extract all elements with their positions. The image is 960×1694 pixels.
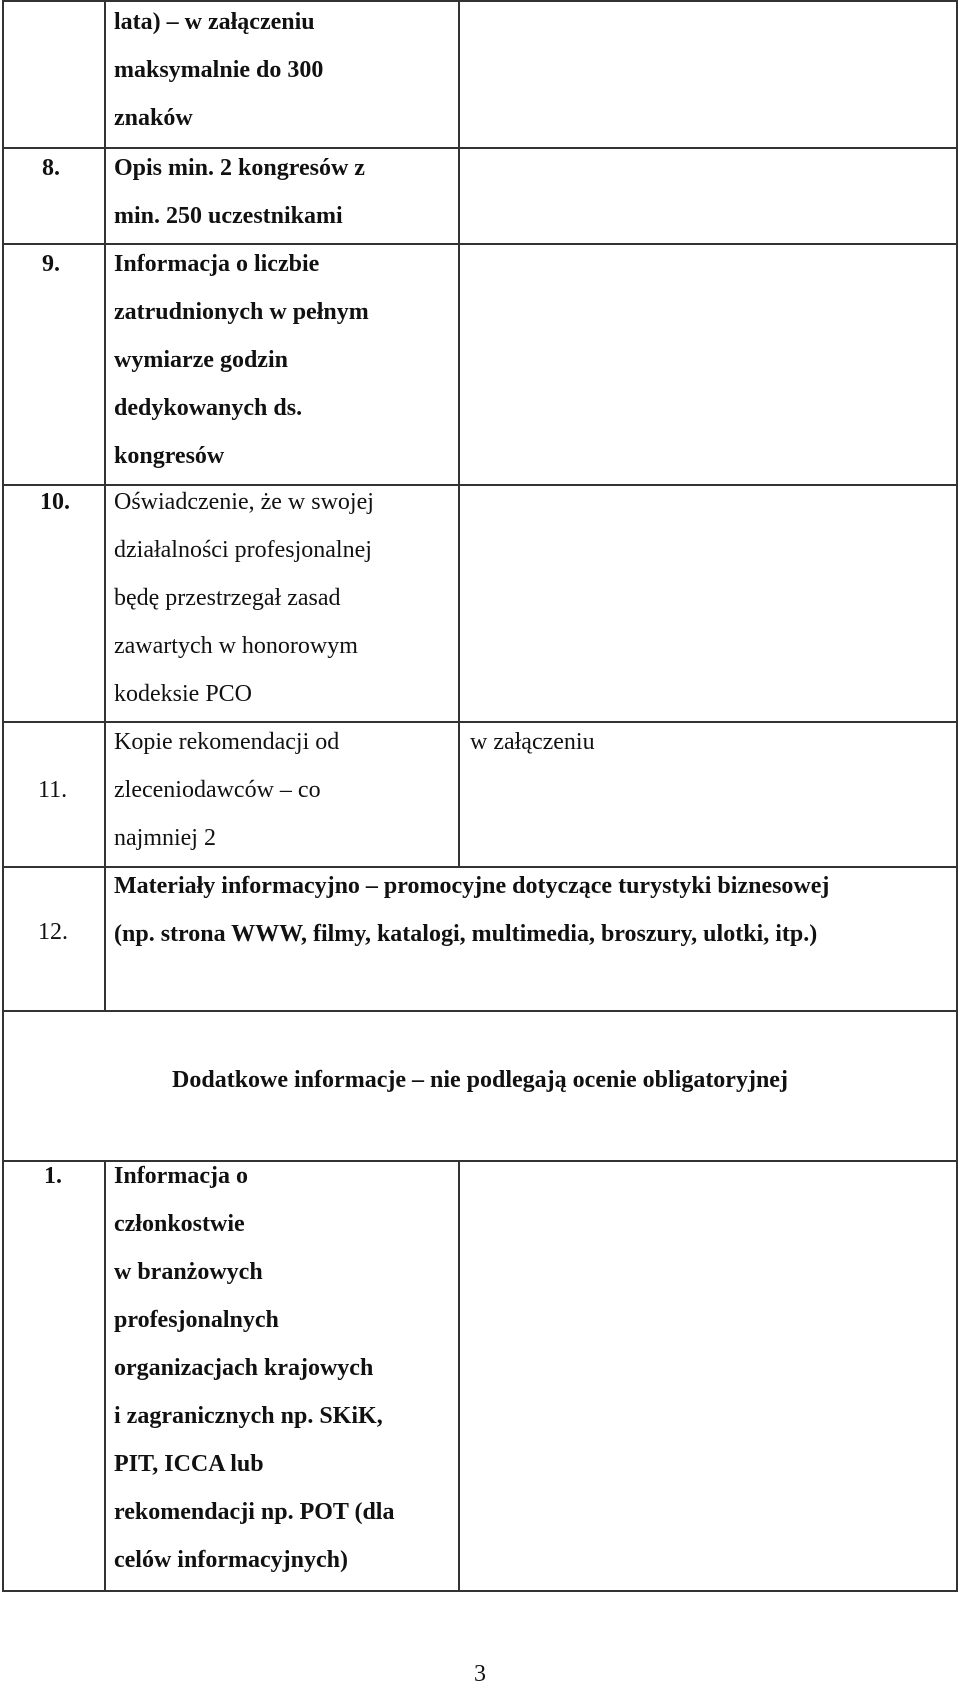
extra-left-border [2, 1160, 4, 1592]
extra-row-1-line: PIT, ICCA lub [114, 1451, 264, 1477]
table-left-border [2, 0, 4, 1012]
extra-row-1-line: organizacjach krajowych [114, 1355, 374, 1381]
row-7-line: znaków [114, 105, 193, 131]
row-11-line: Kopie rekomendacji od [114, 729, 340, 755]
extra-row-1-line: rekomendacji np. POT (dla [114, 1499, 395, 1525]
row-8-line: min. 250 uczestnikami [114, 203, 343, 229]
extra-number-divider [104, 1160, 106, 1592]
page-number: 3 [474, 1661, 486, 1687]
section-header: Dodatkowe informacje – nie podlegają ocenie obligatoryjnej [172, 1067, 788, 1093]
section-right-border [956, 1012, 958, 1162]
row-7-description [114, 0, 323, 142]
row-10-line: zawartych w honorowym [114, 633, 358, 659]
table-bottom-border [2, 1590, 958, 1592]
extra-row-1-line: w branżowych [114, 1259, 263, 1285]
row-12-line: (np. strona WWW, filmy, katalogi, multimedia, broszury, ulotki, itp.) [114, 921, 818, 947]
extra-row-1-line: Informacja o [114, 1163, 248, 1189]
extra-row-1-number: 1. [44, 1163, 62, 1189]
extra-value-divider [458, 1160, 460, 1592]
row-11-line: zleceniodawców – co [114, 777, 321, 803]
extra-row-1-description [114, 1152, 394, 1584]
row-10-line: będę przestrzegał zasad [114, 585, 341, 611]
row-9-description [114, 240, 369, 480]
row-10-line: kodeksie PCO [114, 681, 252, 707]
row-11-description [114, 718, 339, 862]
row-9-line: kongresów [114, 443, 225, 469]
row-10-number: 10. [40, 489, 70, 515]
row-8-number: 8. [42, 155, 60, 181]
row-7-line: lata) – w załączeniu [114, 9, 315, 35]
row-12-number: 12. [38, 919, 68, 945]
row-divider [2, 1010, 958, 1012]
row-11-line: najmniej 2 [114, 825, 216, 851]
row-7-line: maksymalnie do 300 [114, 57, 324, 83]
extra-row-1-line: celów informacyjnych) [114, 1547, 348, 1573]
row-12-description [114, 862, 829, 958]
row-8-line: Opis min. 2 kongresów z [114, 155, 365, 181]
row-11-number: 11. [38, 777, 68, 803]
row-9-line: wymiarze godzin [114, 347, 288, 373]
row-9-line: Informacja o liczbie [114, 251, 320, 277]
extra-right-border [956, 1160, 958, 1592]
extra-row-1-line: profesjonalnych [114, 1307, 279, 1333]
table-right-border [956, 0, 958, 1012]
row-12-line: Materiały informacyjno – promocyjne dotyczące turystyki biznesowej [114, 873, 830, 899]
row-10-description [114, 478, 374, 718]
extra-row-1-line: członkostwie [114, 1211, 245, 1237]
row-10-line: Oświadczenie, że w swojej [114, 489, 374, 515]
row-10-line: działalności profesjonalnej [114, 537, 372, 563]
row-9-number: 9. [42, 251, 60, 277]
extra-row-1-line: i zagranicznych np. SKiK, [114, 1403, 383, 1429]
row-9-line: dedykowanych ds. [114, 395, 303, 421]
row-11-value: w załączeniu [470, 729, 595, 755]
number-column-divider [104, 0, 106, 1012]
row-8-description [114, 144, 365, 240]
value-column-divider [458, 0, 460, 868]
row-9-line: zatrudnionych w pełnym [114, 299, 369, 325]
